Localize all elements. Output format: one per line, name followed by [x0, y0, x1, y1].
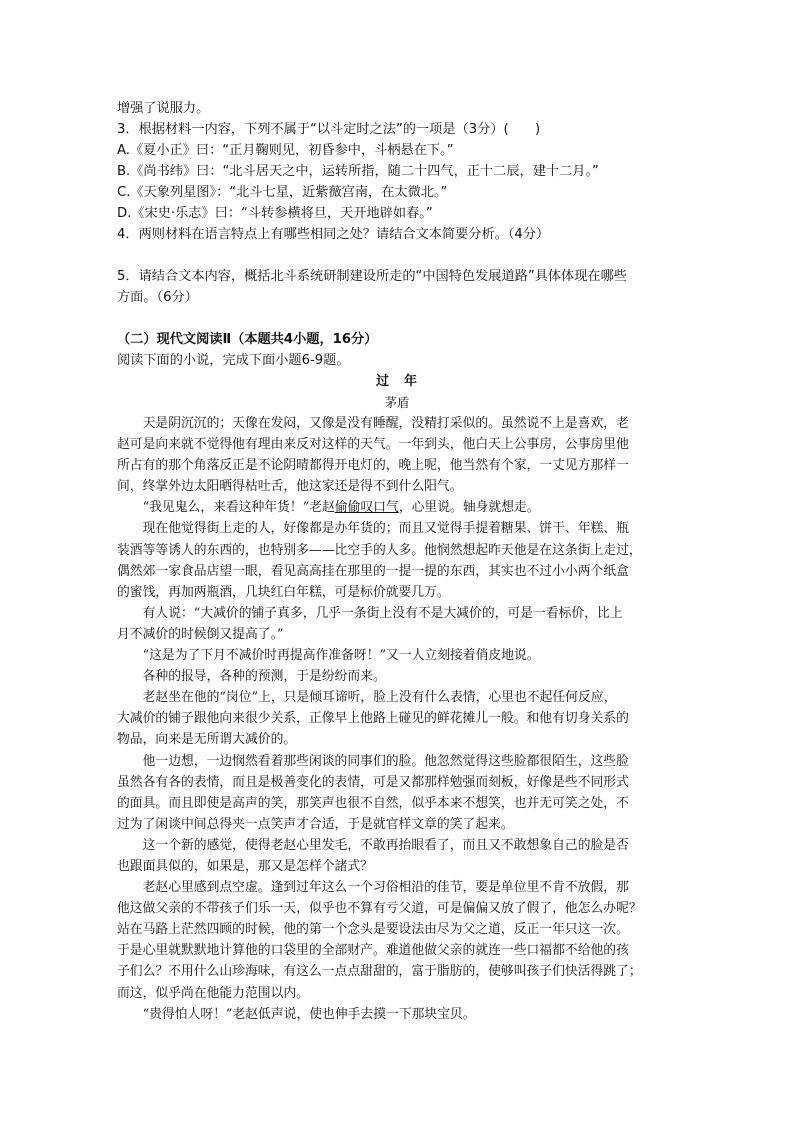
story-line: 站在马路上茫然四顾的时候，他的第一个念头是要设法由尽为父之道，反正一年只这一次。 [117, 922, 629, 938]
story-line [117, 497, 677, 518]
story-line: 他这做父亲的不带孩子们乐一天，似乎也不算有亏父道，可是偏偏又放了假了，他怎么办呢？ [117, 901, 642, 917]
story-line: 的面具。而且即使是高声的笑，那笑声也很不自然，似乎本来不想笑，也并无可笑之处，不 [117, 795, 629, 811]
story-line: 这一个新的感觉，使得老赵心里发毛，不敢再抬眼看了，而且又不敢想象自己的脸是否 [117, 837, 629, 853]
section-heading: （二）现代文阅读Ⅱ（本题共4小题，16分） [117, 332, 378, 347]
story-line: 赵可是向来就不觉得他有理由来反对这样的天气。一年到头，他白天上公事房，公事房里他 [117, 437, 629, 453]
story-line: 天是阴沉沉的；天像在发闷，又像是没有睡醒，没精打采似的。虽然说不上是喜欢，老 [117, 416, 629, 431]
story-line: 于是心里就默默地计算他的口袋里的全部财产。难道他做父亲的就连一些口福都不给他的孩 [117, 943, 629, 959]
story-line: 月不减价的时候倒又提高了。” [117, 626, 284, 642]
story-line: “这是为了下月不减价时再提高作准备呀！”又一人立刻接着俏皮地说。 [117, 648, 540, 664]
option-c: C.《天象列星图》：“北斗七星，近紫薇宫南，在太微北。” [117, 185, 448, 200]
spacer [117, 245, 677, 266]
prev-text-end: 增强了说服力。 [117, 101, 210, 116]
story-line: 各种的报导，各种的预测，于是纷纷而来。 [117, 669, 386, 685]
story-text: ，心里说。轴身就想走。 [398, 500, 540, 516]
question-3: 3．根据材料一内容，下列不属于“以斗定时之法”的一项是（3分）( ) [117, 122, 541, 137]
section-instruction: 阅读下面的小说，完成下面小题6-9题。 [117, 353, 350, 368]
story-line: 物品，向来是无所谓大减价的。 [117, 732, 297, 748]
question-4: 4．两则材料在语言特点上有哪些相同之处？请结合文本简要分析。（4分） [117, 227, 550, 242]
question-5-line-1: 5．请结合文本内容，概括北斗系统研制建设所走的“中国特色发展道路”具体体现在哪些 [117, 269, 627, 284]
story-line: 老赵心里感到点空虚。逢到过年这么一个习俗相沿的佳节，要是单位里不肯不放假，那 [117, 880, 629, 896]
story-line: 也跟面具似的，如果是，那又是怎样个諸式？ [117, 858, 373, 874]
story-line: 有人说：“大减价的铺子真多，几乎一条街上没有不是大减价的，可是一看标价，比上 [117, 605, 623, 621]
story-line: 间，终掌外边太阳晒得枯吐舌，他这家还是得不到什么阳气。 [117, 479, 463, 495]
story-line: 老赵坐在他的“岗位”上，只是倾耳谛听，脸上没有什么表情，心里也不起任何反应， [117, 690, 617, 706]
story-title: 过 年 [375, 374, 418, 389]
option-d: D.《宋史·乐志》曰：“斗转参横将旦，天开地辟如春。” [117, 206, 433, 221]
story-body [117, 413, 677, 1025]
option-a: A.《夏小正》曰：“正月鞠则见，初昏参中，斗柄悬在下。” [117, 143, 454, 158]
spacer [117, 308, 677, 329]
underlined-phrase: 偷偷叹口气 [334, 500, 399, 516]
story-line: 大减价的铺子跟他向来很少关系，正像早上他路上碰见的鲜花摊儿一般。和他有切身关系的 [117, 711, 629, 727]
question-5-line-2: 方面。（6分） [117, 290, 198, 305]
story-line: 虽然各有各的表情，而且是极善变化的表情，可是又都那样勉强而刻板，好像是些不同形式 [117, 774, 629, 790]
story-line: 他一边想，一边悯然看着那些闲谈的同事们的脸。他忽然觉得这些脸都很陌生，这些脸 [117, 753, 629, 769]
option-b: B.《尚书纬》曰：“北斗居天之中，运转所指，随二十四气，正十二辰，建十二月。” [117, 164, 599, 179]
story-line: “贵得怕人呀！”老赵低声说，使也伸手去摸一下那块宝贝。 [117, 1006, 476, 1022]
story-line: 子们么？不用什么山珍海味，有这么一点点甜甜的，富于脂肪的，使够叫孩子们快活得跳了； [117, 964, 642, 980]
story-line: 的蜜饯，再加两瓶酒，几块红白年糕，可是标价就要几万。 [117, 584, 450, 600]
story-text: “我见鬼么，来看这种年货！”老赵 [117, 500, 335, 516]
story-line: 偶然郊一家食品店望一眼，看见高高挂在那里的一提一提的东西，其实也不过小小两个纸盒 [117, 563, 629, 579]
story-author: 茅盾 [384, 395, 410, 410]
story-line: 而这，似乎尚在他能力范围以内。 [117, 985, 309, 1001]
story-line: 所占有的那个角落反正是不论阴晴都得开电灯的，晚上呢，他当然有个家，一丈见方那样一 [117, 458, 629, 474]
story-line: 过为了闲谈中间总得夹一点笑声才合适，于是就官样文章的笑了起来。 [117, 816, 514, 832]
story-line: 现在他觉得街上走的人，好像都是办年货的；而且又觉得手提着糖果、饼干、年糕、瓶 [117, 521, 629, 537]
document-page [117, 98, 677, 1025]
story-line: 装酒等等诱人的东西的，也特别多——比空手的人多。他悯然想起昨天他是在这条街上走过， [117, 542, 642, 558]
